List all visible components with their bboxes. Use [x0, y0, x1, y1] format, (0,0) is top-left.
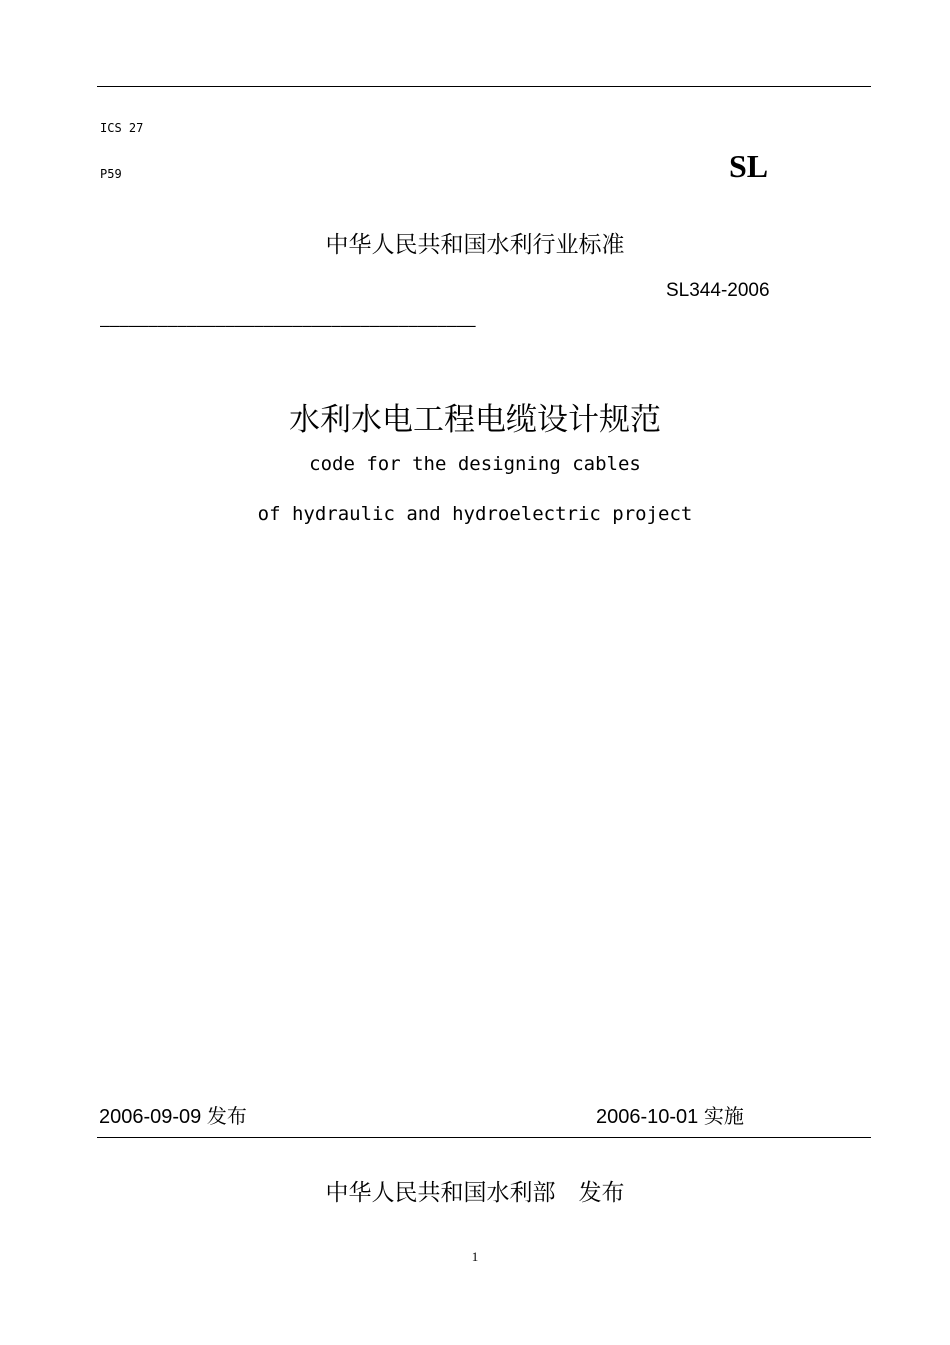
english-title-line2: of hydraulic and hydroelectric project: [257, 503, 693, 525]
issue-date: 2006-09-09 发布: [99, 1106, 247, 1128]
standard-mark: SL: [729, 148, 769, 184]
standard-body: 中华人民共和国水利行业标准: [325, 232, 625, 258]
dashed-separator: ———————————————————————————————————————: [100, 316, 476, 335]
ics-code: ICS 27: [100, 121, 144, 135]
document-title: 水利水电工程电缆设计规范: [289, 402, 661, 438]
standard-number: SL344-2006: [666, 280, 770, 301]
page-number: 1: [471, 1249, 479, 1264]
english-title-line1: code for the designing cables: [309, 453, 641, 475]
implementation-date: 2006-10-01 实施: [596, 1106, 744, 1128]
bottom-rule: [97, 1137, 871, 1138]
classification-code: P59: [100, 167, 122, 181]
top-rule: [97, 86, 871, 87]
publisher: 中华人民共和国水利部 发布: [325, 1180, 625, 1206]
